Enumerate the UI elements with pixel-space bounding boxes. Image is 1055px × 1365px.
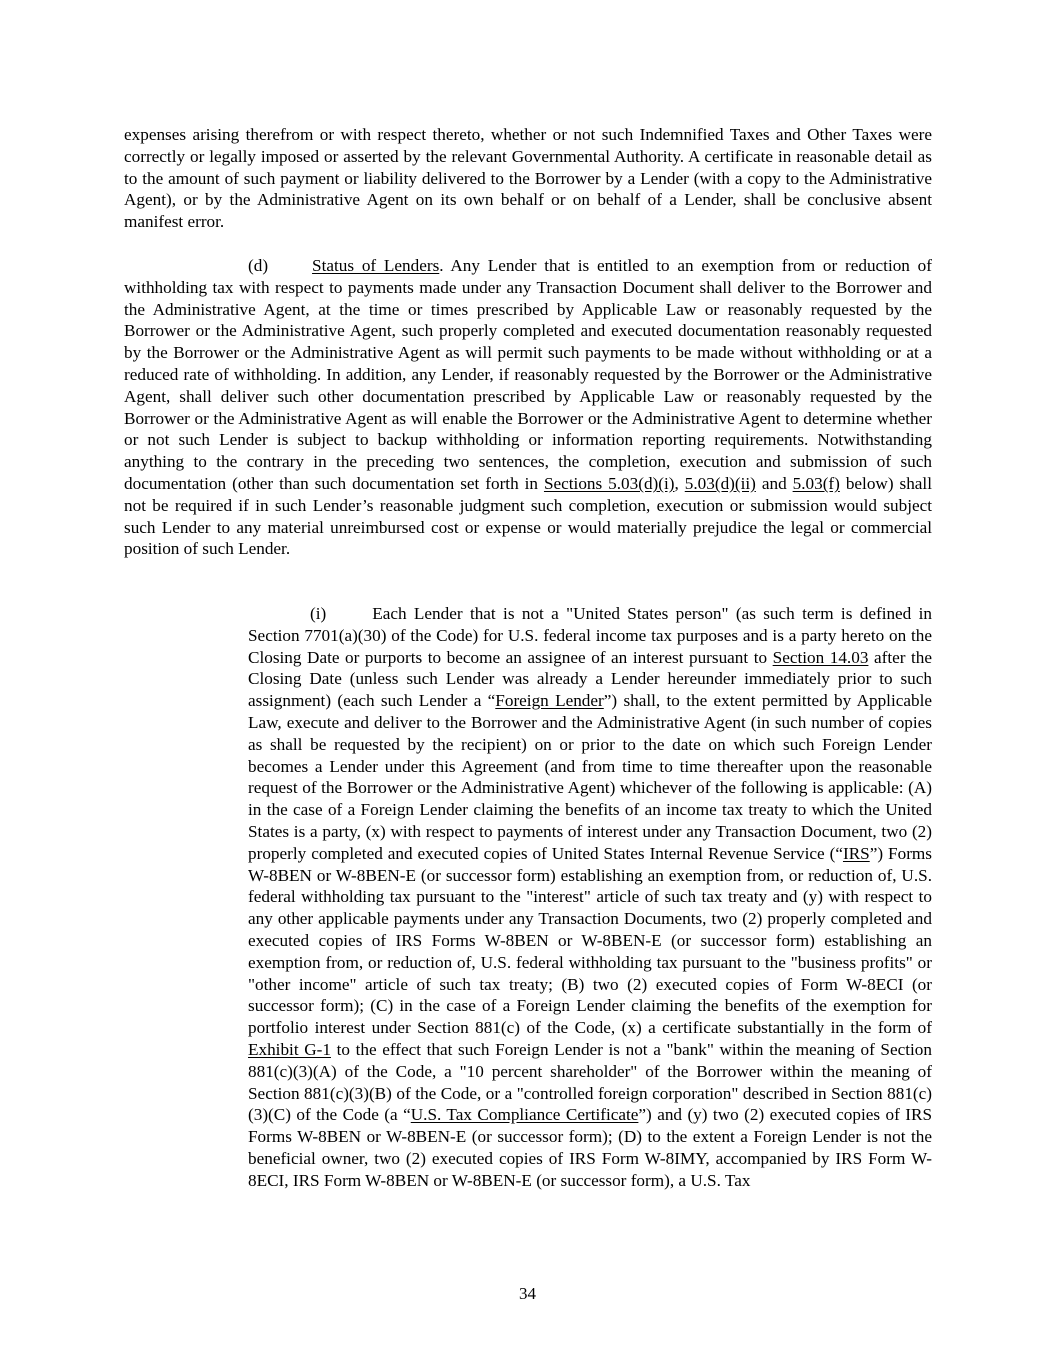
paragraph-text: expenses arising therefrom or with respect thereto, whether or not such Indemnified Taxes and Other Taxes were correctly or legally imposed or asserted by the relevant Governmental Authority. A certificate in reasonable detail as to the amount of such payment or liability delivered to the Borrower by a Lender (with a copy to the Administrative Agent), or by the Administrative Agent on its own behalf or on behalf of a Lender, shall be conclusive absent manifest error. (124, 125, 932, 232)
paragraph-text: Each Lender that is not a "United States person" (as such term is defined in Section 7701(a)(30) of the Code) for U.S. federal income tax purposes and is a party hereto on the Closing Date or purports to become an assignee of an interest pursuant to (248, 604, 932, 667)
paragraph-text: to the effect that such Foreign Lender is not a "bank" within the meaning of Section 881(c)(3)(A) of the Code, a "10 percent shareholder" of the Borrower within the meaning of Section 881(c)(3)(B) of the Code, or a "controlled foreign corporation" described in Section 881(c)(3)(C) of the Code (a “ (248, 1039, 932, 1125)
cross-reference: Sections 5.03(d)(i) (543, 473, 675, 493)
paragraph-continuation (124, 124, 932, 233)
paragraph-text: , (674, 473, 685, 493)
subsection-label: (i) (310, 604, 327, 623)
paragraph-text: . Any Lender that is entitled to an exemption from or reduction of withholding tax with respect to payments made under any Transaction Document shall deliver to the Borrower and the Administrative Agent, at the time or times prescribed by Applicable Law or reasonably requested by the Borrower or the Administrative Agent, such properly completed and executed documentation reasonably requested by the Borrower or the Administrative Agent as will permit such payments to be made without withholding or at a reduced rate of withholding. In addition, any Lender, if reasonably requested by the Borrower or the Administrative Agent, shall deliver such other documentation prescribed by Applicable Law or reasonably requested by the Borrower or the Administrative Agent as will enable the Borrower or the Administrative Agent to determine whether or not such Lender is subject to backup withholding or information reporting requirements. Notwithstanding anything to the contrary in the preceding two sentences, the completion, execution and submission of such documentation (other than such documentation set forth in (124, 256, 932, 493)
defined-term: IRS (842, 843, 870, 863)
paragraph-text: ”) and (y) two (2) executed copies of IRS Forms W-8BEN or W-8BEN-E (or successor form); (D) to the extent a Foreign Lender is not the beneficial owner, two (2) executed copies of IRS Form W-8IMY, accompanied by IRS Form W-8ECI, IRS Form W-8BEN or W-8BEN-E (or successor form), a U.S. Tax (248, 1105, 932, 1190)
paragraph-text: after the Closing Date (unless such Lender was already a Lender hereunder immediately prior to such assignment) (each such Lender a “ (248, 647, 932, 711)
paragraph-foreign-lender (248, 603, 932, 1192)
cross-reference: Section 14.03 (772, 647, 869, 667)
section-heading: Status of Lenders (312, 256, 440, 275)
paragraph-text: below) shall not be required if in such Lender’s reasonable judgment such completion, execution or submission would subject such Lender to any material unreimbursed cost or expense or would materially prejudice the legal or commercial position of such Lender. (124, 473, 932, 559)
defined-term: Foreign Lender (495, 691, 604, 711)
paragraph-text: and (755, 473, 793, 493)
cross-reference: 5.03(f) (792, 473, 840, 493)
defined-term: U.S. Tax Compliance Certificate (410, 1105, 639, 1125)
cross-reference: Exhibit G-1 (248, 1039, 331, 1059)
page-number: 34 (519, 1284, 536, 1303)
paragraph-text: ”) Forms W-8BEN or W-8BEN-E (or successor form) establishing an exemption from, or reduction of, U.S. federal withholding tax pursuant to the "interest" article of such tax treaty and (y) with respect to any other applicable payments under any Transaction Documents, two (2) properly completed and executed copies of IRS Forms W-8BEN or W-8BEN-E (or successor form) establishing an exemption from, or reduction of, U.S. federal withholding tax pursuant to the "business profits" or "other income" article of such tax treaty; (B) two (2) executed copies of Form W-8ECI (or successor form); (C) in the case of a Foreign Lender claiming the benefits of the exemption for portfolio interest under Section 881(c) of the Code, (x) a certificate substantially in the form of (248, 843, 932, 1038)
cross-reference: 5.03(d)(ii) (684, 473, 756, 493)
paragraph-status-of-lenders (124, 255, 932, 560)
paragraph-text: ”) shall, to the extent permitted by Applicable Law, execute and deliver to the Borrower and the Administrative Agent (in such number of copies as shall be requested by the recipient) on or prior to the date on which such Foreign Lender becomes a Lender under this Agreement (and from time to time thereafter upon the reasonable request of the Borrower or the Administrative Agent) whichever of the following is applicable: (A) in the case of a Foreign Lender claiming the benefits of an income tax treaty to which the United States is a party, (x) with respect to payments of interest under any Transaction Document, two (2) properly completed and executed copies of United States Internal Revenue Service (“ (248, 691, 932, 863)
section-label: (d) (248, 256, 269, 275)
